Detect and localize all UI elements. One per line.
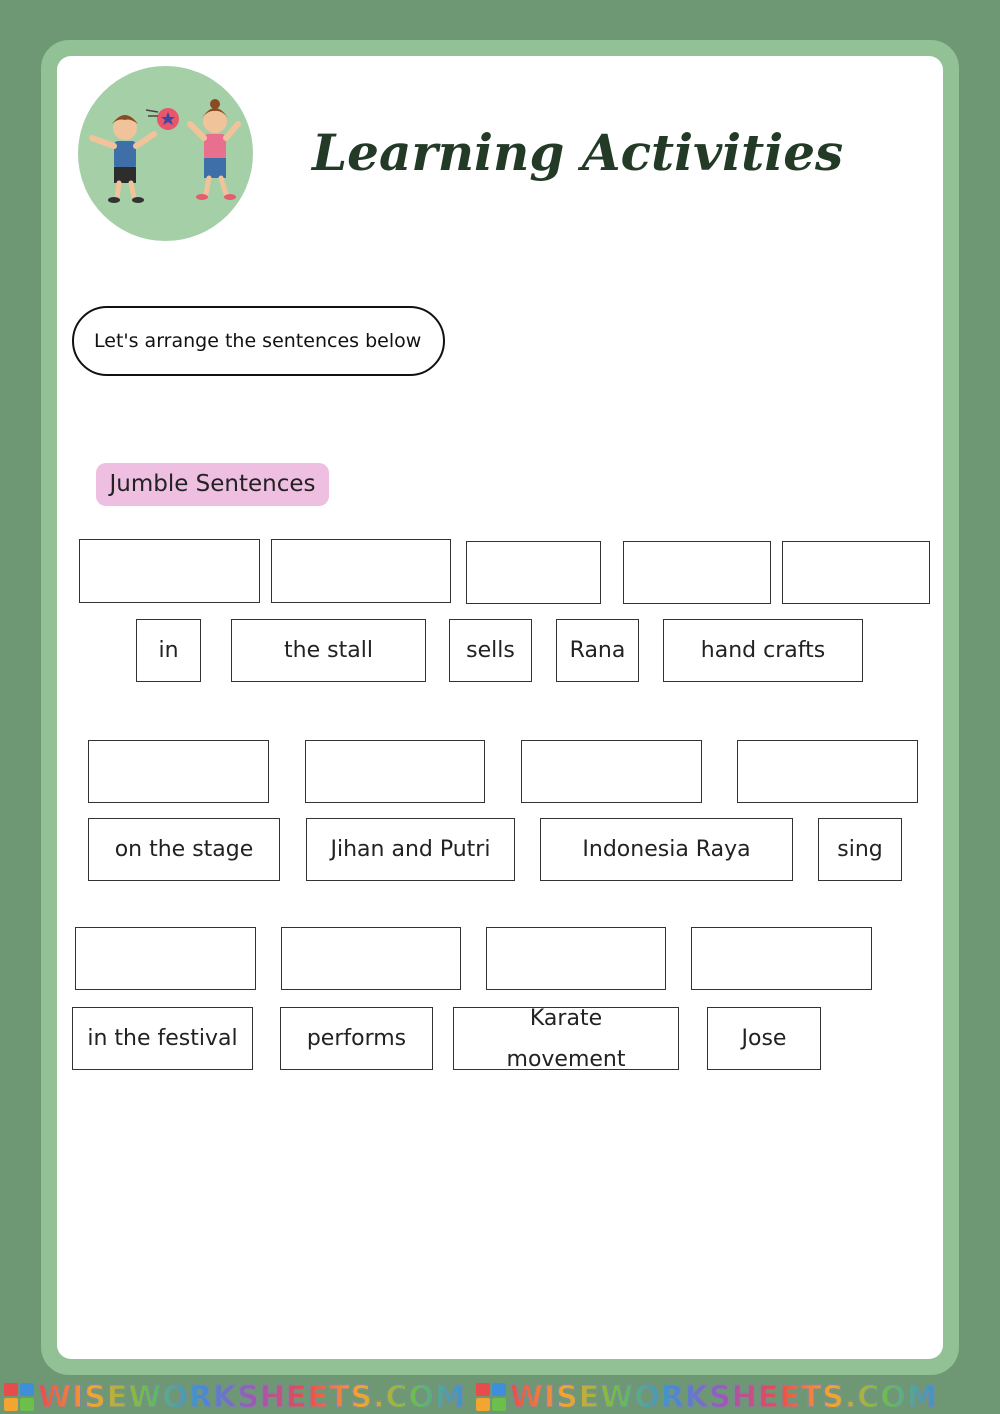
answer-slot[interactable] xyxy=(466,541,601,604)
worksheet xyxy=(57,56,943,1359)
answer-slot[interactable] xyxy=(88,740,269,803)
footer-watermark xyxy=(0,1380,1000,1414)
brand-name: WISEWORKSHEETS.COM xyxy=(38,1380,466,1414)
word-tile[interactable]: hand crafts xyxy=(663,619,863,682)
answer-slot[interactable] xyxy=(623,541,771,604)
children-playing-ball-icon xyxy=(78,66,253,241)
answer-slot[interactable] xyxy=(281,927,461,990)
word-tile[interactable]: sells xyxy=(449,619,532,682)
word-tile[interactable]: Karate movement xyxy=(453,1007,679,1070)
word-tile[interactable]: Rana xyxy=(556,619,639,682)
word-tile[interactable]: sing xyxy=(818,818,902,881)
instruction-text: Let's arrange the sentences below xyxy=(72,306,445,376)
answer-slot[interactable] xyxy=(737,740,918,803)
word-tile[interactable]: in the festival xyxy=(72,1007,253,1070)
page-title: Learning Activities xyxy=(312,123,844,182)
word-tile[interactable]: Jihan and Putri xyxy=(306,818,515,881)
answer-slot[interactable] xyxy=(486,927,666,990)
word-tile[interactable]: performs xyxy=(280,1007,433,1070)
answer-slot[interactable] xyxy=(79,539,260,603)
answer-slot[interactable] xyxy=(691,927,872,990)
word-tile[interactable]: the stall xyxy=(231,619,426,682)
answer-slot[interactable] xyxy=(782,541,930,604)
answer-slot[interactable] xyxy=(305,740,485,803)
section-label: Jumble Sentences xyxy=(96,463,329,506)
brand xyxy=(4,1380,466,1414)
word-tile[interactable]: on the stage xyxy=(88,818,280,881)
word-tile[interactable]: Indonesia Raya xyxy=(540,818,793,881)
answer-slot[interactable] xyxy=(271,539,451,603)
answer-slot[interactable] xyxy=(75,927,256,990)
brand-logo-icon xyxy=(476,1383,506,1411)
brand xyxy=(476,1380,938,1414)
word-tile[interactable]: Jose xyxy=(707,1007,821,1070)
brand-name: WISEWORKSHEETS.COM xyxy=(509,1380,938,1414)
word-tile[interactable]: in xyxy=(136,619,201,682)
answer-slot[interactable] xyxy=(521,740,702,803)
brand-logo-icon xyxy=(4,1383,34,1411)
